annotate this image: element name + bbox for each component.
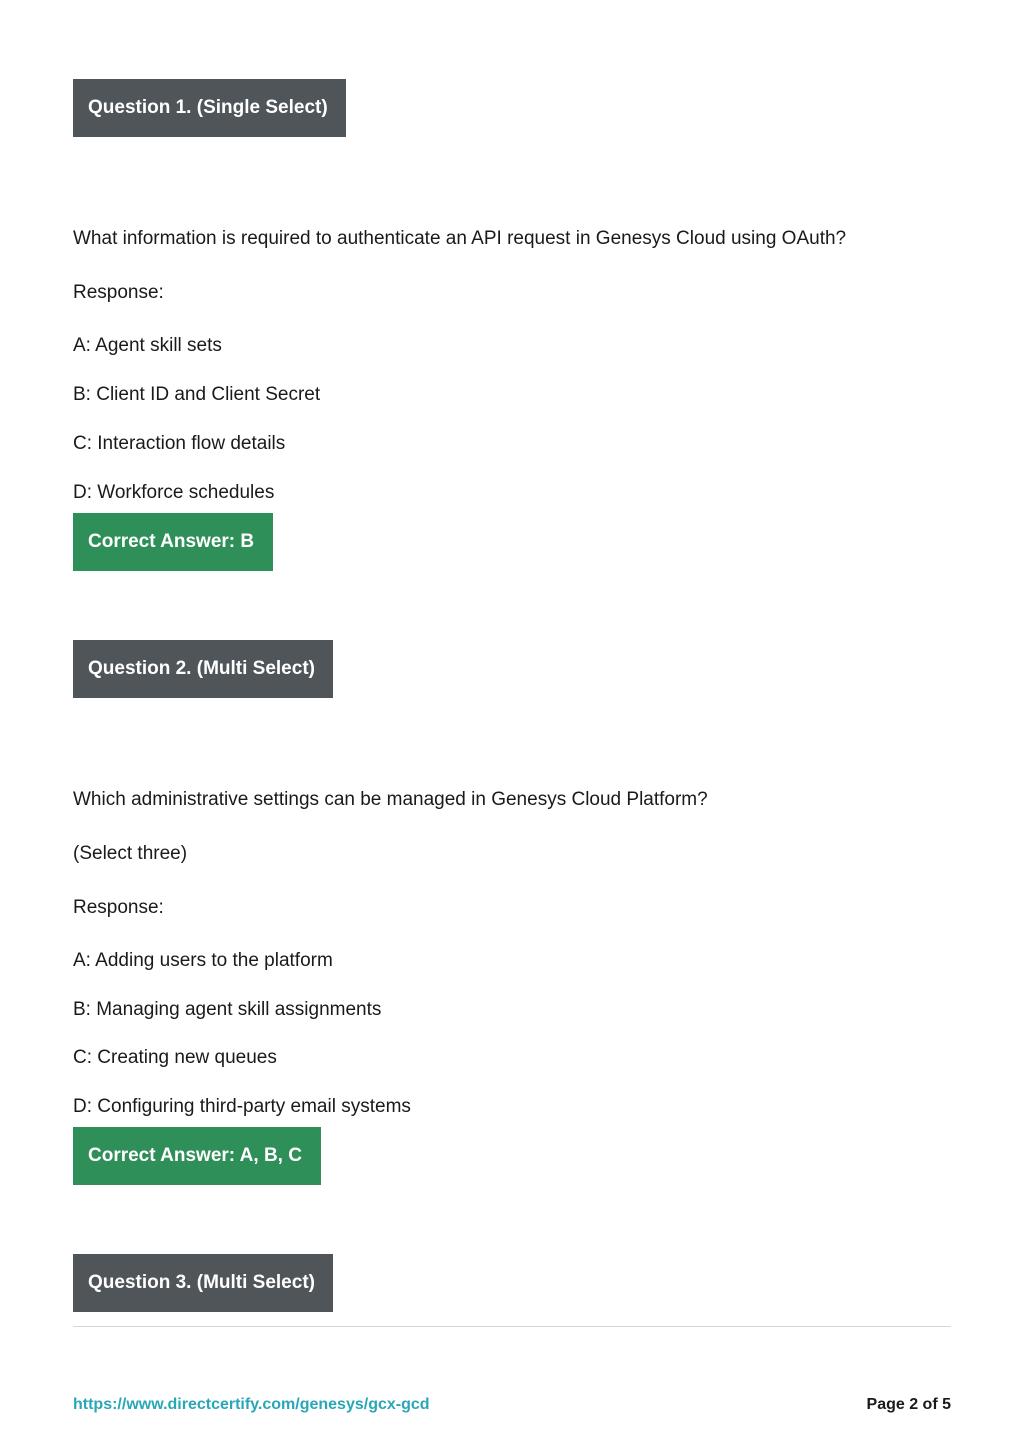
footer-divider	[73, 1326, 951, 1327]
question-1-option-a: A: Agent skill sets	[73, 335, 222, 356]
footer-link[interactable]: https://www.directcertify.com/genesys/gcx-gcd	[73, 1396, 430, 1413]
question-2-option-c: C: Creating new queues	[73, 1047, 277, 1068]
question-1-prompt: What information is required to authenticate an API request in Genesys Cloud using OAuth?	[73, 228, 847, 249]
question-1-correct-answer: Correct Answer: B	[73, 513, 273, 571]
question-2-header: Question 2. (Multi Select)	[73, 640, 333, 698]
question-2-option-b: B: Managing agent skill assignments	[73, 999, 382, 1020]
question-2-prompt: Which administrative settings can be managed in Genesys Cloud Platform?	[73, 789, 708, 810]
question-1-response-label: Response:	[73, 282, 164, 303]
question-1-option-c: C: Interaction flow details	[73, 433, 286, 454]
question-2-option-d: D: Configuring third-party email systems	[73, 1096, 411, 1117]
question-3-header: Question 3. (Multi Select)	[73, 1254, 333, 1312]
question-2-option-a: A: Adding users to the platform	[73, 950, 333, 971]
question-2-instruction: (Select three)	[73, 843, 188, 864]
question-1-option-b: B: Client ID and Client Secret	[73, 384, 321, 405]
question-1-option-d: D: Workforce schedules	[73, 482, 275, 503]
question-2-response-label: Response:	[73, 897, 164, 918]
page-number: Page 2 of 5	[866, 1396, 951, 1413]
question-2-correct-answer: Correct Answer: A, B, C	[73, 1127, 321, 1185]
question-1-header: Question 1. (Single Select)	[73, 79, 346, 137]
